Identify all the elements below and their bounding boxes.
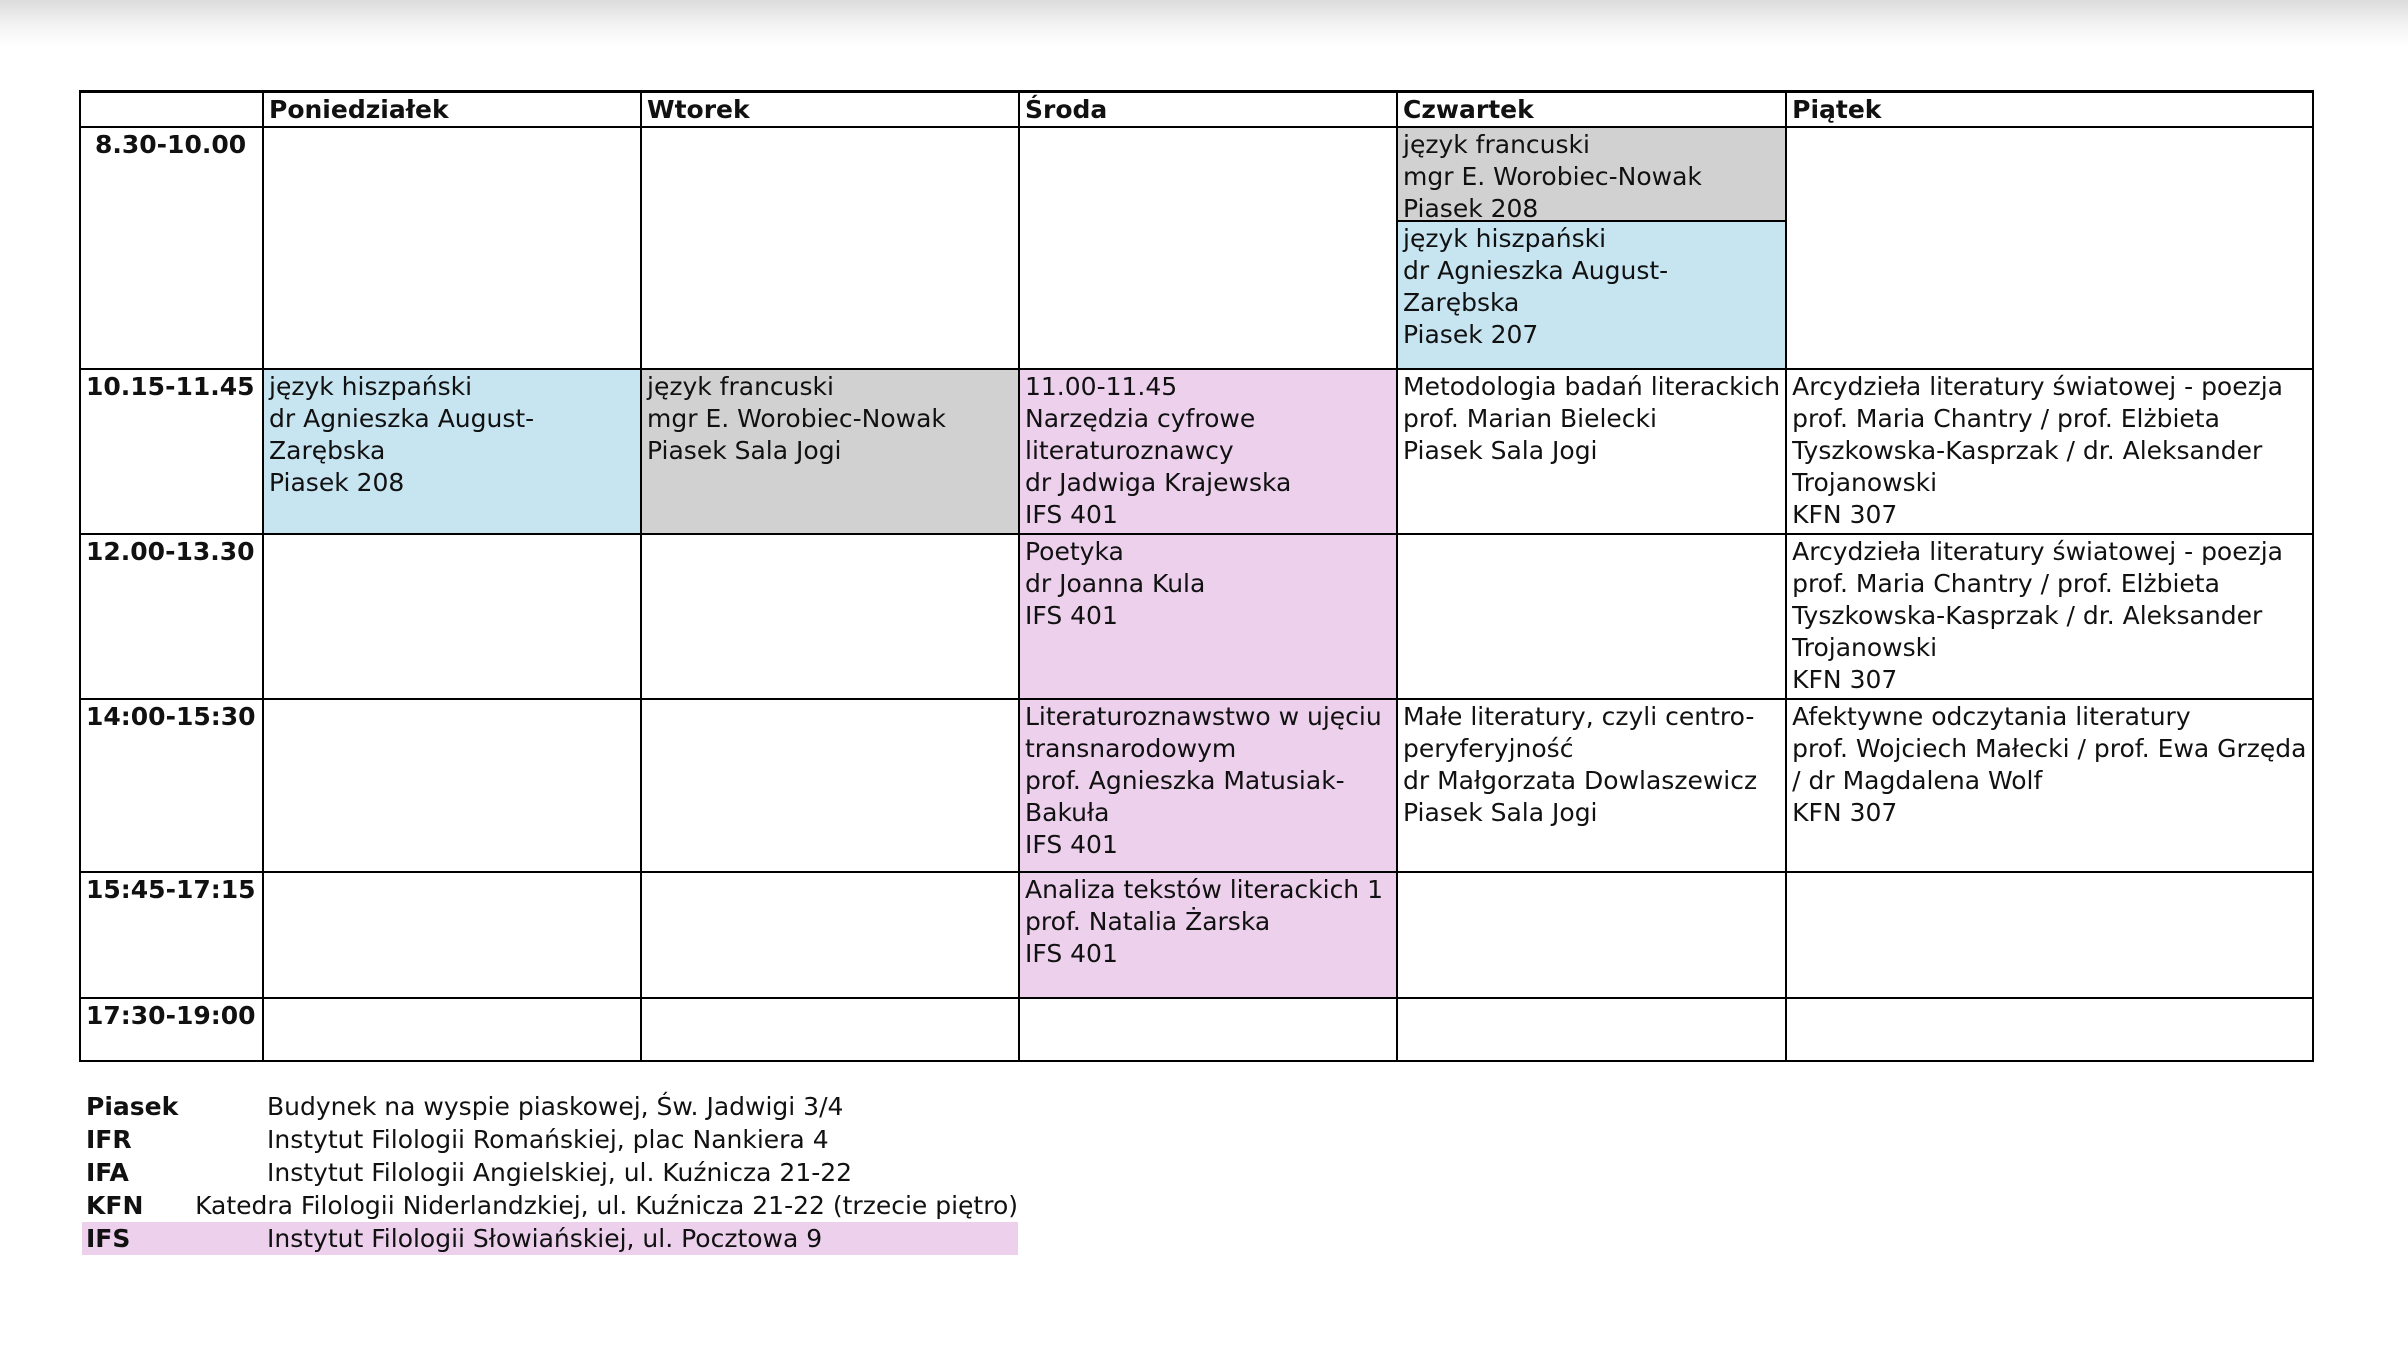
class-room: Piasek Sala Jogi [1403, 436, 1598, 465]
class-cell [1019, 369, 1397, 534]
class-room: IFS 401 [1025, 500, 1118, 529]
timetable-row [80, 998, 2313, 1061]
thursday-split-cell [1397, 127, 1786, 369]
class-cell [263, 369, 641, 534]
class-teacher: prof. Wojciech Małecki / prof. Ewa Grzęda [1792, 734, 2307, 763]
timetable-row [80, 534, 2313, 699]
timetable [79, 90, 2314, 1062]
time-slot-label: 10.15-11.45 [80, 369, 263, 534]
legend-abbr: IFA [86, 1158, 129, 1187]
class-teacher-cont: / dr Magdalena Wolf [1792, 766, 2043, 795]
legend-desc: Instytut Filologii Słowiańskiej, ul. Pocztowa 9 [267, 1224, 823, 1253]
class-cell [1786, 534, 2312, 699]
class-title: Małe literatury, czyli centro- [1403, 702, 1755, 731]
timetable-row [80, 369, 2313, 534]
class-cell [641, 369, 1019, 534]
building-legend [82, 1090, 1018, 1255]
header-day-wednesday: Środa [1019, 92, 1397, 128]
timetable-row [80, 127, 2313, 369]
header-day-tuesday: Wtorek [641, 92, 1019, 128]
class-cell [1397, 699, 1786, 872]
time-slot-label: 8.30-10.00 [80, 127, 263, 369]
empty-cell [1397, 998, 1786, 1061]
class-title: Afektywne odczytania literatury [1792, 702, 2191, 731]
class-room: KFN 307 [1792, 500, 1898, 529]
window-top-shade [0, 0, 2408, 46]
legend-abbr: Piasek [86, 1092, 179, 1121]
class-title: język hiszpański [1403, 224, 1607, 253]
class-title-cont: peryferyjność [1403, 734, 1574, 763]
legend-desc: Katedra Filologii Niderlandzkiej, ul. Kuźnicza 21-22 (trzecie piętro) [195, 1191, 1018, 1220]
class-title: język francuski [1403, 130, 1590, 159]
legend-row [82, 1156, 1018, 1189]
class-teacher-cont: Trojanowski [1792, 468, 1938, 497]
class-cell [1019, 872, 1397, 998]
class-teacher: dr Małgorzata Dowlaszewicz [1403, 766, 1758, 795]
class-entry-french [1398, 128, 1785, 222]
class-title: język hiszpański [269, 372, 473, 401]
class-room: IFS 401 [1025, 830, 1118, 859]
empty-cell [1786, 872, 2312, 998]
time-slot-label: 15:45-17:15 [80, 872, 263, 998]
class-room: KFN 307 [1792, 665, 1898, 694]
empty-cell [641, 534, 1019, 699]
class-room: IFS 401 [1025, 601, 1118, 630]
legend-row [82, 1090, 1018, 1123]
class-teacher: prof. Natalia Żarska [1025, 907, 1271, 936]
class-room: Piasek 208 [1403, 194, 1539, 223]
timetable-row [80, 699, 2313, 872]
class-cell [1019, 699, 1397, 872]
legend-abbr: IFR [86, 1125, 132, 1154]
class-teacher-cont: Trojanowski [1792, 633, 1938, 662]
header-day-thursday: Czwartek [1397, 92, 1786, 128]
class-title: Analiza tekstów literackich 1 [1025, 875, 1384, 904]
class-title: język francuski [647, 372, 834, 401]
legend-desc: Instytut Filologii Angielskiej, ul. Kuźnicza 21-22 [267, 1158, 853, 1187]
time-slot-label: 12.00-13.30 [80, 534, 263, 699]
legend-row [82, 1189, 1018, 1222]
class-room: Piasek 208 [269, 468, 405, 497]
empty-cell [641, 872, 1019, 998]
class-teacher-cont: Zarębska [269, 436, 386, 465]
empty-cell [1397, 872, 1786, 998]
header-row [80, 92, 2313, 128]
empty-cell [1786, 998, 2312, 1061]
class-room: Piasek 207 [1403, 320, 1539, 349]
legend-abbr: IFS [86, 1224, 131, 1253]
header-day-friday: Piątek [1786, 92, 2312, 128]
header-corner [80, 92, 263, 128]
header-day-monday: Poniedziałek [263, 92, 641, 128]
class-teacher-cont: Tyszkowska-Kasprzak / dr. Aleksander [1792, 436, 2263, 465]
empty-cell [641, 699, 1019, 872]
time-slot-label: 14:00-15:30 [80, 699, 263, 872]
class-entry-spanish [1398, 222, 1785, 368]
class-teacher-cont: Bakuła [1025, 798, 1110, 827]
legend-abbr: KFN [86, 1191, 144, 1220]
empty-cell [263, 872, 641, 998]
class-room: IFS 401 [1025, 939, 1118, 968]
class-title: Arcydzieła literatury światowej - poezja [1792, 537, 2283, 566]
legend-row [82, 1123, 1018, 1156]
empty-cell [1019, 998, 1397, 1061]
class-teacher: dr Joanna Kula [1025, 569, 1206, 598]
empty-cell [263, 699, 641, 872]
class-title: Poetyka [1025, 537, 1124, 566]
class-teacher: prof. Maria Chantry / prof. Elżbieta [1792, 404, 2220, 433]
class-cell [1786, 699, 2312, 872]
class-title-cont: literaturoznawcy [1025, 436, 1234, 465]
class-teacher: prof. Maria Chantry / prof. Elżbieta [1792, 569, 2220, 598]
legend-row-highlighted [82, 1222, 1018, 1255]
class-cell [1019, 534, 1397, 699]
class-room: Piasek Sala Jogi [647, 436, 842, 465]
empty-cell [263, 998, 641, 1061]
empty-cell [263, 534, 641, 699]
class-cell [1786, 369, 2312, 534]
class-teacher-cont: Zarębska [1403, 288, 1520, 317]
class-title-cont: transnarodowym [1025, 734, 1237, 763]
class-teacher: prof. Agnieszka Matusiak- [1025, 766, 1345, 795]
class-cell [1397, 369, 1786, 534]
class-teacher: dr Agnieszka August- [269, 404, 535, 433]
class-teacher: mgr E. Worobiec-Nowak [647, 404, 946, 433]
class-teacher: dr Agnieszka August- [1403, 256, 1669, 285]
time-slot-label: 17:30-19:00 [80, 998, 263, 1061]
class-title: Narzędzia cyfrowe [1025, 404, 1256, 433]
class-title: Arcydzieła literatury światowej - poezja [1792, 372, 2283, 401]
empty-cell [641, 127, 1019, 369]
class-teacher-cont: Tyszkowska-Kasprzak / dr. Aleksander [1792, 601, 2263, 630]
class-title: Metodologia badań literackich [1403, 372, 1781, 401]
empty-cell [641, 998, 1019, 1061]
empty-cell [1397, 534, 1786, 699]
legend-desc: Budynek na wyspie piaskowej, Św. Jadwigi 3/4 [267, 1092, 844, 1121]
class-room: Piasek Sala Jogi [1403, 798, 1598, 827]
empty-cell [263, 127, 641, 369]
class-teacher: prof. Marian Bielecki [1403, 404, 1657, 433]
empty-cell [1019, 127, 1397, 369]
empty-cell [1786, 127, 2312, 369]
class-title: Literaturoznawstwo w ujęciu [1025, 702, 1382, 731]
class-teacher: dr Jadwiga Krajewska [1025, 468, 1292, 497]
class-time: 11.00-11.45 [1025, 372, 1178, 401]
timetable-row [80, 872, 2313, 998]
class-room: KFN 307 [1792, 798, 1898, 827]
class-teacher: mgr E. Worobiec-Nowak [1403, 162, 1702, 191]
legend-desc: Instytut Filologii Romańskiej, plac Nankiera 4 [267, 1125, 829, 1154]
